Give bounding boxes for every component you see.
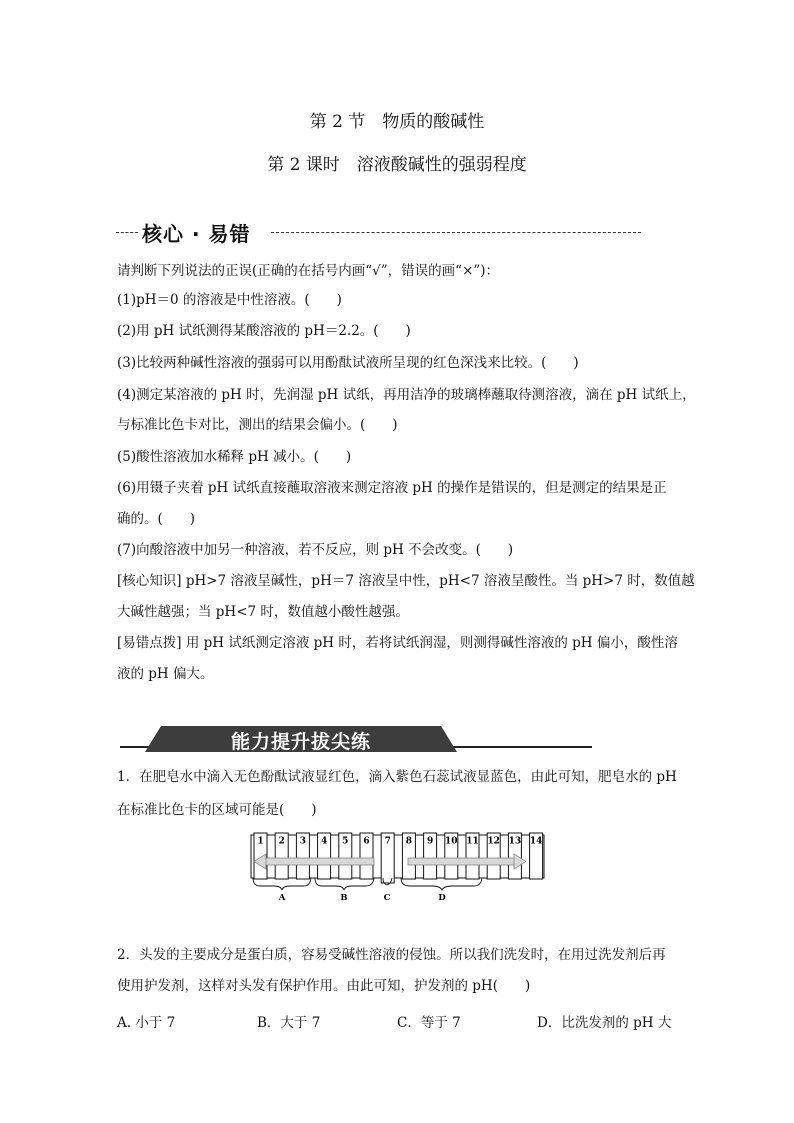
region-label-c: C [383, 893, 391, 903]
statement-7: (7)向酸溶液中加另一种溶液，若不反应，则 pH 不会改变。( ) [117, 542, 514, 558]
option-c[interactable]: C．等于 7 [397, 1015, 461, 1031]
section-heading-ability [120, 726, 592, 752]
dashed-divider-left [116, 232, 138, 233]
option-a[interactable]: A. 小于 7 [117, 1015, 176, 1031]
instruction-line: 请判断下列说法的正误(正确的在括号内画“√”，错误的画“×”)： [117, 263, 500, 279]
statement-4-line1: (4)测定某溶液的 pH 时，先润湿 pH 试纸，再用洁净的玻璃棒蘸取待测溶液，滴在 pH 试纸上， [117, 387, 696, 403]
ph-cell [381, 833, 394, 883]
ph-cell-number: 5 [342, 836, 349, 847]
section-heading-core [116, 218, 641, 248]
region-label-d: D [438, 893, 446, 903]
statement-2: (2)用 pH 试纸测得某酸溶液的 pH＝2.2。( ) [117, 323, 411, 339]
ph-cell-number: 6 [363, 836, 370, 847]
question-1-line1: 1．在肥皂水中滴入无色酚酞试液显红色，滴入紫色石蕊试液显蓝色，由此可知，肥皂水的 pH [117, 769, 677, 785]
ph-cell [424, 833, 437, 879]
error-tip-line1: [易错点拨] 用 pH 试纸测定溶液 pH 时，若将试纸润湿，则测得碱性溶液的 pH 偏小，酸性溶 [117, 635, 678, 651]
question-2-line2: 使用护发剂，这样对头发有保护作用。由此可知，护发剂的 pH( ) [117, 978, 531, 994]
region-label-a: A [278, 893, 286, 903]
ph-cell-number: 10 [445, 836, 458, 847]
statement-4-line2: 与标准比色卡对比，测出的结果会偏小。( ) [117, 417, 398, 433]
ph-cell [360, 833, 373, 879]
ph-cell-number: 1 [257, 836, 264, 847]
ph-cell-number: 12 [487, 836, 500, 847]
dashed-divider-right [271, 232, 641, 233]
brace-a [253, 878, 311, 890]
statement-3: (3)比较两种碱性溶液的强弱可以用酚酞试液所呈现的红色深浅来比较。( ) [117, 355, 579, 371]
ph-cell-number: 13 [508, 836, 522, 847]
ph-cell [296, 833, 309, 879]
ph-cell [530, 833, 543, 879]
ph-cell-number: 11 [466, 836, 479, 847]
page-title: 第 2 节 物质的酸碱性 [309, 112, 485, 132]
page-subtitle: 第 2 课时 溶液酸碱性的强弱程度 [267, 155, 527, 175]
ph-cell [318, 833, 331, 879]
statement-5: (5)酸性溶液加水稀释 pH 减小。( ) [117, 449, 352, 465]
ph-cell [466, 833, 479, 879]
ph-cell [487, 833, 500, 879]
ph-cell-number: 4 [320, 836, 328, 847]
ph-color-card-diagram [248, 830, 552, 906]
ph-cell-number: 3 [299, 836, 307, 847]
error-tip-line2: 液的 pH 偏大。 [117, 666, 214, 682]
ph-cell [402, 833, 415, 879]
statement-1: (1)pH＝0 的溶液是中性溶液。( ) [117, 292, 342, 308]
option-b[interactable]: B．大于 7 [257, 1015, 321, 1031]
ph-cell-number: 8 [405, 836, 413, 847]
ph-cell [339, 833, 352, 879]
core-knowledge-line2: 大碱性越强；当 pH<7 时，数值越小酸性越强。 [117, 604, 409, 620]
ph-cell [275, 833, 288, 879]
ph-cell-number: 9 [426, 836, 434, 847]
acid-arrow [254, 854, 374, 869]
region-label-b: B [340, 893, 348, 903]
section-heading-label: 核心 · 易错 [142, 222, 251, 246]
ph-cell-number: 7 [384, 836, 391, 847]
option-d[interactable]: D．比洗发剂的 pH 大 [537, 1015, 672, 1031]
question-1-line2: 在标准比色卡的区域可能是( ) [117, 802, 317, 818]
brace-d [401, 878, 482, 890]
ph-cell [445, 833, 458, 879]
ph-cell-number: 14 [529, 836, 543, 847]
question-2-line1: 2．头发的主要成分是蛋白质，容易受碱性溶液的侵蚀。所以我们洗发时，在用过洗发剂后再 [117, 947, 666, 963]
brace-b [315, 878, 374, 890]
core-knowledge-line1: [核心知识] pH>7 溶液呈碱性，pH＝7 溶液呈中性，pH<7 溶液呈酸性。当 pH>7 时，数值越 [117, 573, 695, 589]
ph-cell-number: 2 [278, 836, 285, 847]
statement-6-line2: 确的。( ) [117, 511, 196, 527]
statement-6-line1: (6)用镊子夹着 pH 试纸直接蘸取溶液来测定溶液 pH 的操作是错误的，但是测定的结果是正 [117, 480, 667, 496]
section-heading-label: 能力提升拔尖练 [230, 731, 371, 753]
